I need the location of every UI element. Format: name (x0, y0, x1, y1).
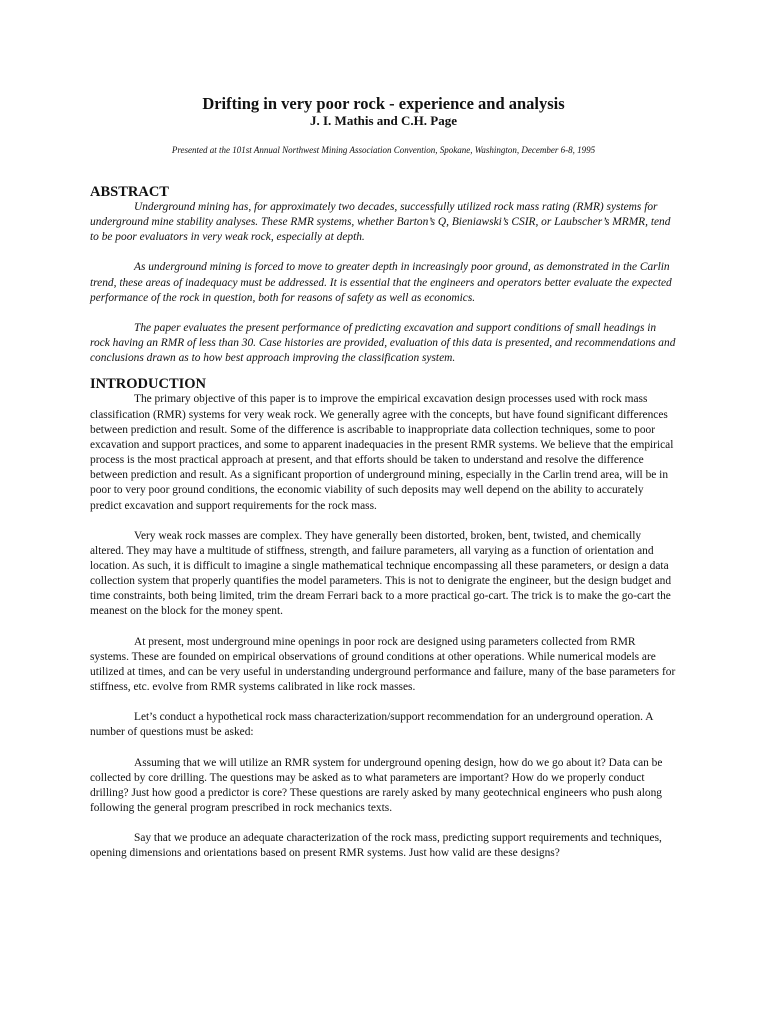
introduction-paragraph: Let’s conduct a hypothetical rock mass characterization/support recommendation for an underground operation. A number of questions must be asked: (90, 711, 653, 739)
introduction-paragraph: The primary objective of this paper is to improve the empirical excavation design processes used with rock mass classification (RMR) systems for very weak rock. We generally agree with the concepts, but have found significant differences between prediction and result. Some of the difference is ascribable to inappropriate data collection techniques, some to poor excavation and support practices, and some to apparent inadequacies in the present RMR systems. We believe that the empirical process is the most practical approach at present, and that efforts should be taken to understand and resolve the difference between prediction and result. As a significant proportion of underground mining, especially in the Carlin trend area, will be in poor to very poor ground conditions, the economic viability of such deposits may well depend on the ability to accurately predict excavation and support requirements for the rock mass. (90, 393, 674, 512)
introduction-paragraph: At present, most underground mine openings in poor rock are designed using parameters collected from RMR systems. These are founded on empirical observations of ground conditions at other operations. While numerical models are utilized at times, and can be very useful in understanding underground performance and failure, many of the base parameters for stiffness, etc. evolve from RMR systems calibrated in like rock masses. (90, 635, 676, 694)
paper-authors: J. I. Mathis and C.H. Page (310, 113, 457, 128)
abstract-section (90, 184, 677, 366)
abstract-paragraph: Underground mining has, for approximately two decades, successfully utilized rock mass rating (RMR) systems for underground mine stability analyses. These RMR systems, whether Barton’s Q, Bieniawski’s CSIR, or Laubscher’s MRMR, tend to be poor evaluators in very weak rock, especially at depth. (90, 201, 671, 244)
presentation-note: Presented at the 101st Annual Northwest Mining Association Convention, Spokane, Washington, December 6-8, 1995 (171, 145, 596, 155)
introduction-section (90, 376, 677, 861)
abstract-paragraph: As underground mining is forced to move to greater depth in increasingly poor ground, as demonstrated in the Carlin trend, these areas of inadequacy must be addressed. It is essential that the engineers and operators better evaluate the expected performance of the rock in question, both for reasons of safety as well as economics. (90, 261, 672, 304)
introduction-paragraph: Very weak rock masses are complex. They have generally been distorted, broken, bent, twisted, and chemically altered. They may have a multitude of stiffness, strength, and failure parameters, all varying as a function of orientation and location. As such, it is difficult to imagine a single mathematical technique encompassing all these parameters, or design a data collection system that properly quantifies the model parameters. This is not to denigrate the engineer, but the design budget and time constraints, both being limited, trim the dream Ferrari back to a more practical go-cart. The trick is to make the go-cart the meanest on the block for the money spent. (90, 529, 672, 618)
abstract-paragraph: The paper evaluates the present performance of predicting excavation and support conditions of small headings in rock having an RMR of less than 30. Case histories are provided, evaluation of this data is presented, and recommendations and conclusions drawn as to how best approach improving the classification system. (90, 321, 676, 365)
introduction-paragraph: Assuming that we will utilize an RMR system for underground opening design, how do we go about it? Data can be collected by core drilling. The questions may be asked as to what parameters are important? How do we properly conduct drilling? Just how good a predictor is core? These questions are rarely asked by many geotechnical engineers who push along following the general program prescribed in rock mechanics texts. (90, 756, 663, 814)
introduction-heading: INTRODUCTION (90, 376, 207, 393)
paper-page (90, 94, 677, 876)
introduction-paragraph: Say that we produce an adequate characterization of the rock mass, predicting support requirements and techniques, opening dimensions and orientations based on present RMR systems. Just how valid are these designs? (90, 832, 662, 860)
paper-title: Drifting in very poor rock - experience and analysis (202, 94, 565, 113)
abstract-heading: ABSTRACT (90, 184, 169, 200)
